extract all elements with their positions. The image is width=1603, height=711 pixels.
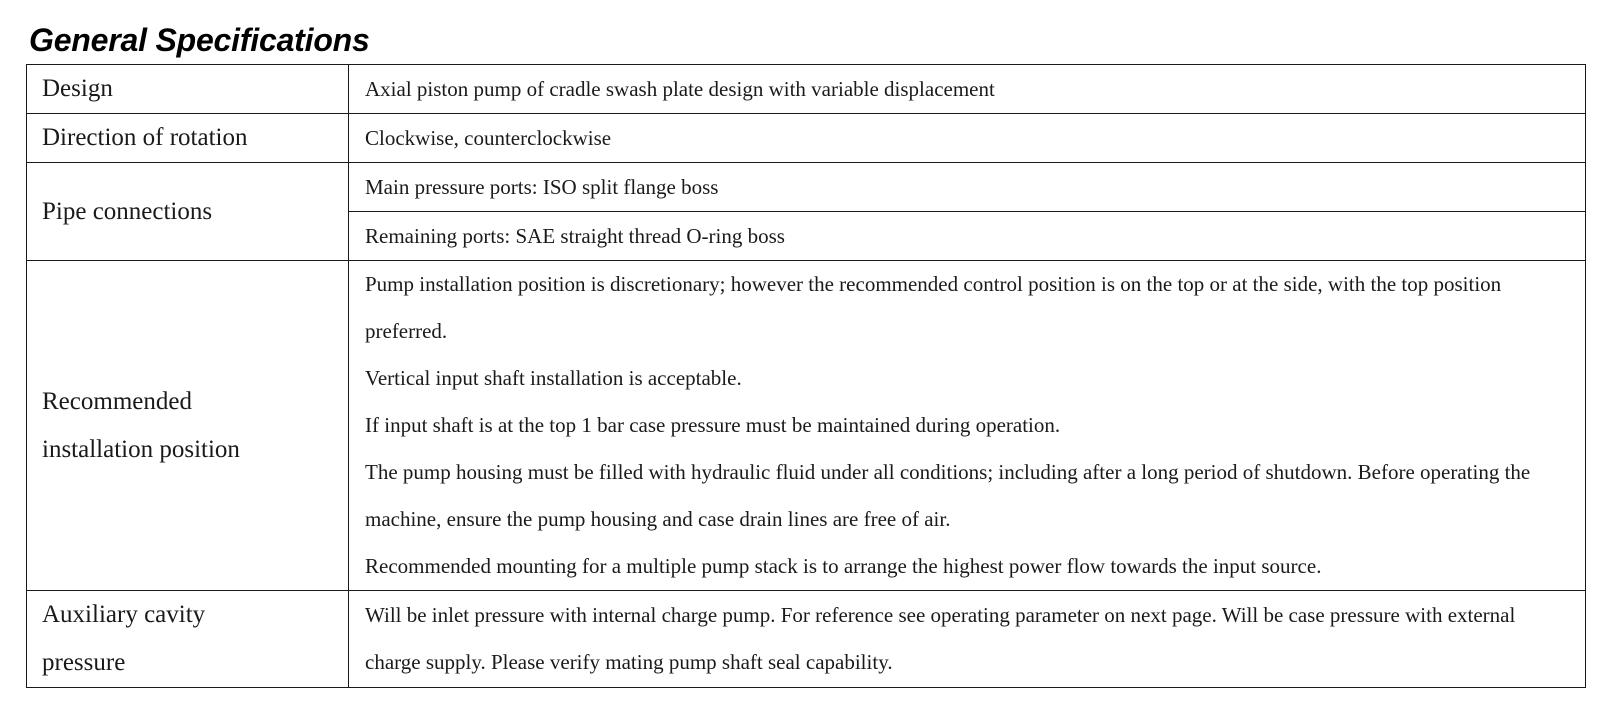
table-row [27,591,1586,688]
installation-paragraph: Recommended mounting for a multiple pump stack is to arrange the highest power flow towards the input source. [365,554,1322,578]
auxiliary-text: Will be inlet pressure with internal charge pump. For reference see operating parameter on next page. Will be case pressure with external charge supply. Please verify mating pump shaft seal capability. [365,603,1516,674]
row-value-installation [349,261,1586,591]
table-row [27,163,1586,212]
row-label-rotation: Direction of rotation [27,114,349,163]
table-row [27,261,1586,591]
row-label-pipe-connections: Pipe connections [27,163,349,261]
design-text: Axial piston pump of cradle swash plate design with variable displacement [365,77,995,101]
row-label-installation [27,261,349,591]
table-row [27,114,1586,163]
installation-paragraph: If input shaft is at the top 1 bar case pressure must be maintained during operation. [365,413,1061,437]
page-title: General Specifications [29,22,370,58]
rotation-text: Clockwise, counterclockwise [365,126,612,150]
row-value-main-ports [349,163,1586,212]
auxiliary-label-line1: Auxiliary cavity [42,601,206,628]
installation-label-line1: Recommended [42,387,192,415]
row-value-remaining-ports [349,212,1586,261]
auxiliary-label-line2: pressure [42,649,126,676]
installation-paragraph: The pump housing must be filled with hydraulic fluid under all conditions; including after a long period of shutdown. Before operating the machine, ensure the pump housing and case drain lines are free of air. [365,460,1531,531]
table-row [27,65,1586,114]
installation-paragraph: Vertical input shaft installation is acceptable. [365,366,742,390]
row-value-design [349,65,1586,114]
main-ports-text: Main pressure ports: ISO split flange boss [365,175,719,199]
installation-label-line2: installation position [42,435,240,463]
row-value-rotation [349,114,1586,163]
row-label-auxiliary [27,591,349,688]
remaining-ports-text: Remaining ports: SAE straight thread O-ring boss [365,224,785,248]
installation-paragraph: Pump installation position is discretionary; however the recommended control position is on the top or at the side, with the top position preferred. [365,272,1502,343]
specifications-table [26,64,1586,688]
row-value-auxiliary [349,591,1586,688]
row-label-design: Design [27,65,349,114]
